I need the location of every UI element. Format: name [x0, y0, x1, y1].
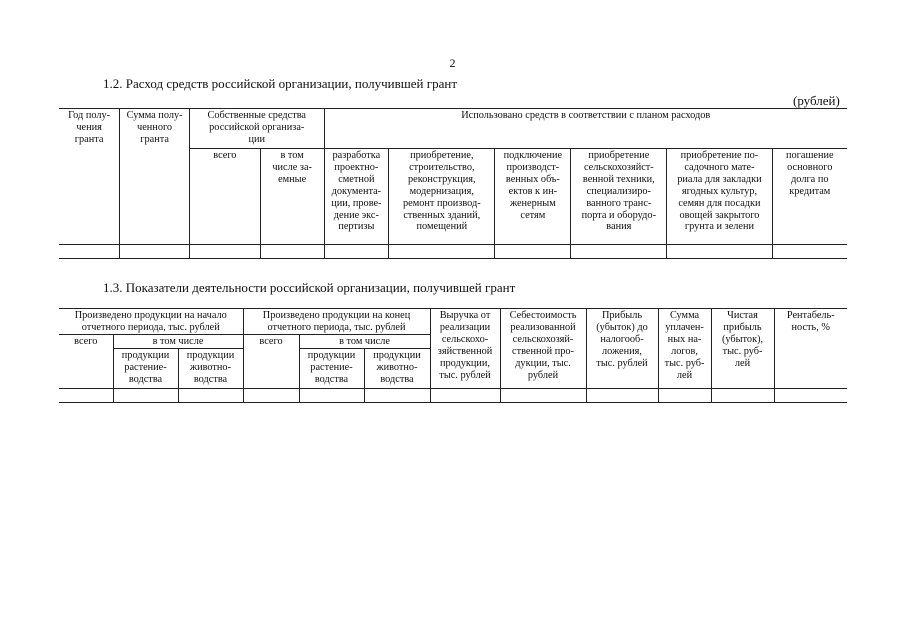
header-net-profit: Чистая прибыль (убыток), тыс. руб- лей — [711, 309, 774, 389]
unit-label: (рублей) — [793, 93, 840, 108]
expense-table — [59, 108, 847, 259]
table-cell[interactable] — [189, 245, 260, 259]
table-cell[interactable] — [430, 388, 500, 402]
header-end-livestock: продукции животно- водства — [364, 348, 430, 388]
header-loan-repayment: погашение основного долга по кредитам — [772, 149, 847, 245]
table-cell[interactable] — [243, 388, 299, 402]
header-year: Год полу- чения гранта — [59, 109, 120, 245]
header-utilities: подключение производст- венных объ- ектов к ин- женерным сетям — [495, 149, 571, 245]
header-cost: Себестоимость реализованной сельскохозяй- ственной про- дукции, тыс. рублей — [500, 309, 586, 389]
header-own-funds: Собственные средства российской организа- ции — [189, 109, 324, 149]
header-revenue: Выручка от реализации сельскохо- зяйственной продукции, тыс. рублей — [430, 309, 500, 389]
table-cell[interactable] — [667, 245, 772, 259]
header-own-loans: в том числе за- емные — [260, 149, 324, 245]
header-grant-amount: Сумма полу- ченного гранта — [120, 109, 190, 245]
table-cell[interactable] — [364, 388, 430, 402]
header-own-total: всего — [189, 149, 260, 245]
header-profit-before-tax: Прибыль (убыток) до налогооб- ложения, тыс. рублей — [586, 309, 658, 389]
table-cell[interactable] — [772, 245, 847, 259]
header-design-docs: разработка проектно- сметной документа- ции, прове- дение экс- пертизы — [324, 149, 389, 245]
header-produced-start: Произведено продукции на начало отчетного периода, тыс. рублей — [59, 309, 243, 335]
table-cell[interactable] — [571, 245, 667, 259]
table-cell[interactable] — [120, 245, 190, 259]
table-cell[interactable] — [500, 388, 586, 402]
header-produced-end: Произведено продукции на конец отчетного периода, тыс. рублей — [243, 309, 430, 335]
section-1-3-title: 1.3. Показатели деятельности российской организации, получившей грант — [103, 280, 516, 295]
table-cell[interactable] — [299, 388, 364, 402]
header-end-total: всего — [243, 335, 299, 389]
header-start-crop: продукции растение- водства — [113, 348, 178, 388]
header-profitability: Рентабель- ность, % — [774, 309, 847, 389]
table-cell[interactable] — [389, 245, 495, 259]
table-cell[interactable] — [260, 245, 324, 259]
header-end-including: в том числе — [299, 335, 430, 349]
table-row — [59, 245, 847, 259]
header-machinery: приобретение сельскохозяйст- венной техники, специализиро- ванного транс- порта и оборудо- вания — [571, 149, 667, 245]
table-cell[interactable] — [774, 388, 847, 402]
header-planting-material: приобретение по- садочного мате- риала для закладки ягодных культур, семян для посадки овощей закрытого грунта и зелени — [667, 149, 772, 245]
header-taxes-paid: Сумма уплачен- ных на- логов, тыс. руб- лей — [658, 309, 711, 389]
header-start-total: всего — [59, 335, 113, 389]
header-end-crop: продукции растение- водства — [299, 348, 364, 388]
table-cell[interactable] — [586, 388, 658, 402]
section-1-2-title: 1.2. Расход средств российской организации, получившей грант — [103, 76, 458, 91]
page-number: 2 — [449, 56, 456, 70]
table-cell[interactable] — [658, 388, 711, 402]
table-cell[interactable] — [711, 388, 774, 402]
table-cell[interactable] — [495, 245, 571, 259]
table-cell[interactable] — [324, 245, 389, 259]
header-start-livestock: продукции животно- водства — [178, 348, 243, 388]
header-used-funds: Использовано средств в соответствии с планом расходов — [324, 109, 847, 149]
table-cell[interactable] — [178, 388, 243, 402]
table-cell[interactable] — [59, 388, 113, 402]
header-start-including: в том числе — [113, 335, 243, 349]
table-cell[interactable] — [59, 245, 120, 259]
table-row — [59, 388, 847, 402]
performance-table — [59, 308, 847, 403]
table-cell[interactable] — [113, 388, 178, 402]
header-buildings: приобретение, строительство, реконструкция, модернизация, ремонт производ- ственных зданий, помещений — [389, 149, 495, 245]
